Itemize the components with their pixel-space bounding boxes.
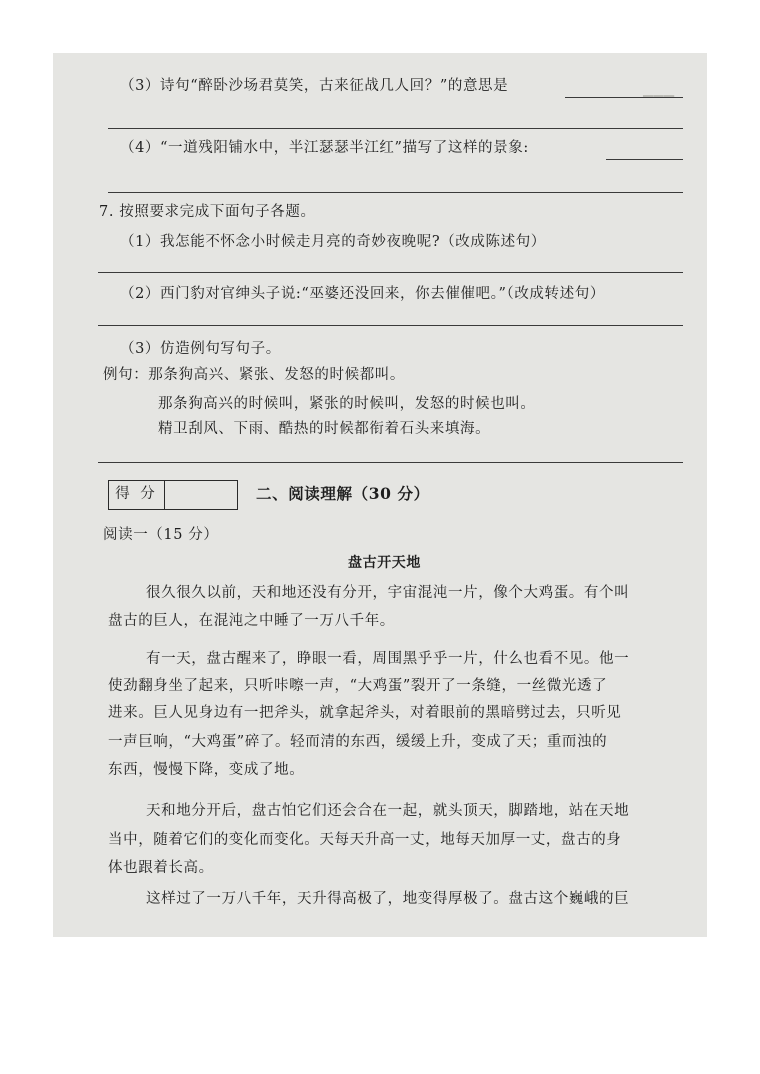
score-label: 得 分 xyxy=(109,481,165,509)
passage-line: 很久很久以前，天和地还没有分开，宇宙混沌一片，像个大鸡蛋。有个叫 xyxy=(146,585,630,601)
q7-exercise-text: 精卫刮风、下雨、酷热的时候都衔着石头来填海。 xyxy=(158,421,491,437)
q7-heading: 7. 按照要求完成下面句子各题。 xyxy=(99,204,316,220)
score-box xyxy=(108,480,238,510)
q6-item4-text: （4）“一道残阳铺水中，半江瑟瑟半江红”描写了这样的景象: xyxy=(120,140,529,156)
q7-item3-text: （3）仿造例句写句子。 xyxy=(120,341,281,357)
reading1-label: 阅读一（15 分） xyxy=(103,527,219,543)
q7-item1-text: （1）我怎能不怀念小时候走月亮的奇妙夜晚呢?（改成陈述句） xyxy=(120,234,546,250)
q6-item4-answer-line[interactable] xyxy=(108,192,683,193)
passage-line: 这样过了一万八千年，天升得高极了，地变得厚极了。盘古这个巍峨的巨 xyxy=(146,891,630,907)
passage-line: 进来。巨人见身边有一把斧头，就拿起斧头，对着眼前的黑暗劈过去，只听见 xyxy=(108,705,622,721)
passage-line: 盘古的巨人，在混沌之中睡了一万八千年。 xyxy=(108,613,395,629)
q6-item3-answer-line[interactable] xyxy=(108,128,683,129)
passage-title: 盘古开天地 xyxy=(348,555,421,571)
q7-example-line2: 那条狗高兴的时候叫，紧张的时候叫，发怒的时候也叫。 xyxy=(158,396,536,412)
q6-item3-text: （3）诗句“醉卧沙场君莫笑，古来征战几人回？”的意思是 xyxy=(120,78,509,94)
bleed-through-mark: ▁▁▁ xyxy=(643,83,675,98)
passage-line: 东西，慢慢下降，变成了地。 xyxy=(108,762,305,778)
passage-line: 天和地分开后，盘古怕它们还会合在一起，就头顶天，脚踏地，站在天地 xyxy=(146,803,630,819)
passage-line: 体也跟着长高。 xyxy=(108,860,214,876)
q7-item1-answer-line[interactable] xyxy=(98,272,683,273)
passage-line: 一声巨响，“大鸡蛋”碎了。轻而清的东西，缓缓上升，变成了天；重而浊的 xyxy=(108,734,608,750)
q7-item2-answer-line[interactable] xyxy=(98,325,683,326)
q7-example-line1: 例句：那条狗高兴、紧张、发怒的时候都叫。 xyxy=(103,367,405,383)
q6-item4-answer-blank[interactable] xyxy=(606,159,683,160)
q6-item3-answer-blank[interactable] xyxy=(565,97,683,98)
q7-item2-text: （2）西门豹对官绅头子说:“巫婆还没回来，你去催催吧。”（改成转述句） xyxy=(120,286,605,302)
passage-line: 当中，随着它们的变化而变化。天每天升高一丈，地每天加厚一丈，盘古的身 xyxy=(108,832,622,848)
passage-line: 使劲翻身坐了起来，只听咔嚓一声，“大鸡蛋”裂开了一条缝，一丝微光透了 xyxy=(108,678,608,694)
q7-item3-answer-line[interactable] xyxy=(98,462,683,463)
section2-title: 二、阅读理解（30 分） xyxy=(256,484,430,503)
exam-page xyxy=(53,53,707,937)
passage-line: 有一天，盘古醒来了，睁眼一看，周围黑乎乎一片，什么也看不见。他一 xyxy=(146,651,630,667)
